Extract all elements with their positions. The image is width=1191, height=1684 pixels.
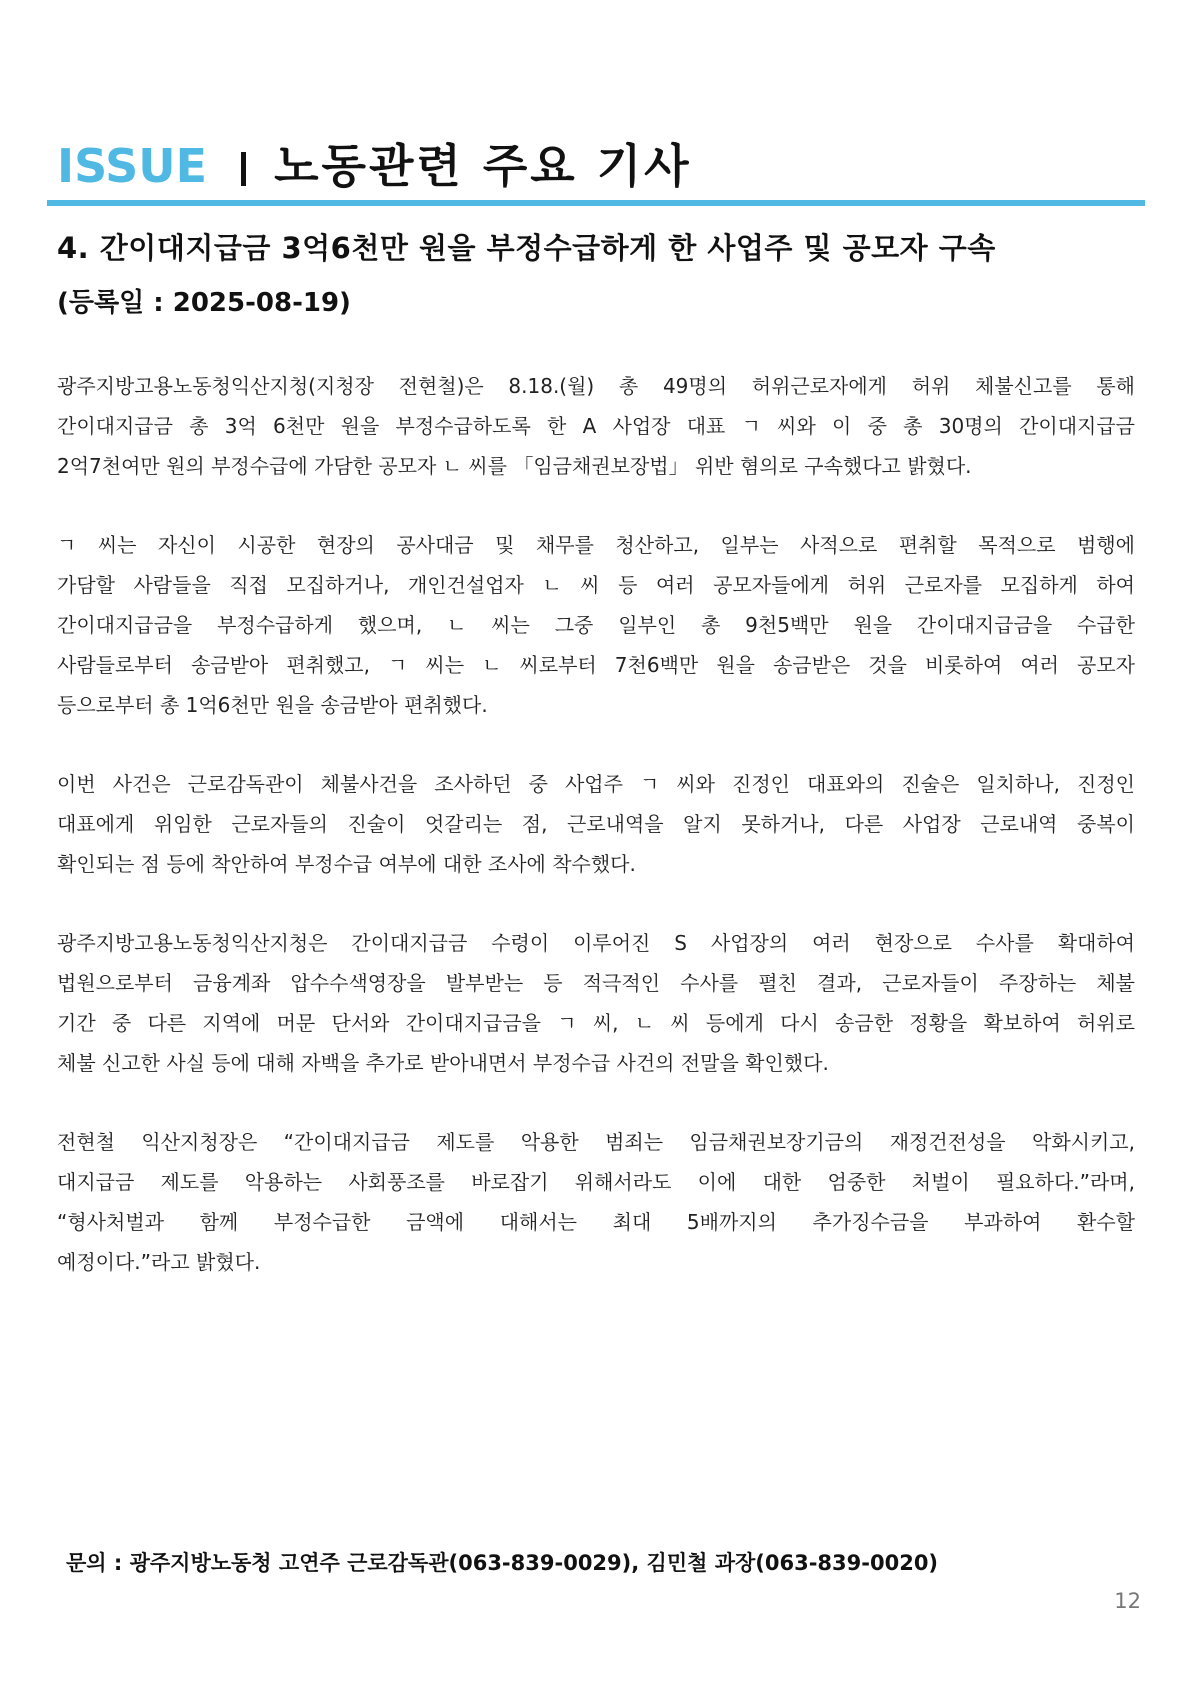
page-number: 12 (1114, 1589, 1141, 1613)
contact-info: 문의 : 광주지방노동청 고연주 근로감독관(063-839-0029), 김민철 과장(063-839-0020) (66, 1551, 939, 1575)
text-line: 대지급금 제도를 악용하는 사회풍조를 바로잡기 위해서라도 이에 대한 엄중한 처벌이 필요하다.”라며, (57, 1170, 1135, 1194)
text-line: 2억7천여만 원의 부정수급에 가담한 공모자 ㄴ 씨를 「임금채권보장법」 위반 혐의로 구속했다고 밝혔다. (57, 454, 972, 478)
text-line: 기간 중 다른 지역에 머문 단서와 간이대지급금을 ㄱ 씨, ㄴ 씨 등에게 다시 송금한 정황을 확보하여 허위로 (57, 1011, 1135, 1035)
header-separator (241, 152, 246, 186)
article-title: 4. 간이대지급금 3억6천만 원을 부정수급하게 한 사업주 및 공모자 구속 (57, 231, 996, 265)
text-line: 간이대지급금 총 3억 6천만 원을 부정수급하도록 한 A 사업장 대표 ㄱ 씨와 이 중 총 30명의 간이대지급금 (57, 414, 1135, 438)
paragraph (57, 1122, 1135, 1282)
text-line: ㄱ 씨는 자신이 시공한 현장의 공사대금 및 채무를 청산하고, 일부는 사적으로 편취할 목적으로 범행에 (57, 533, 1135, 557)
paragraph (57, 923, 1135, 1083)
text-line: 확인되는 점 등에 착안하여 부정수급 여부에 대한 조사에 착수했다. (57, 852, 636, 876)
section-title: 노동관련 주요 기사 (274, 139, 692, 193)
text-line: 예정이다.”라고 밝혔다. (57, 1250, 261, 1274)
text-line: 전현철 익산지청장은 “간이대지급금 제도를 악용한 범죄는 임금채권보장기금의 재정건전성을 악화시키고, (57, 1130, 1135, 1154)
header-divider (47, 200, 1145, 206)
text-line: 등으로부터 총 1억6천만 원을 송금받아 편취했다. (57, 693, 488, 717)
text-line: “형사처벌과 함께 부정수급한 금액에 대해서는 최대 5배까지의 추가징수금을 부과하여 환수할 (57, 1210, 1135, 1234)
text-line: 가담할 사람들을 직접 모집하거나, 개인건설업자 ㄴ 씨 등 여러 공모자들에게 허위 근로자를 모집하게 하여 (57, 573, 1135, 597)
text-line: 대표에게 위임한 근로자들의 진술이 엇갈리는 점, 근로내역을 알지 못하거나, 다른 사업장 근로내역 중복이 (57, 812, 1135, 836)
paragraph (57, 366, 1135, 486)
article-date: (등록일 : 2025-08-19) (57, 288, 351, 318)
article-body (57, 366, 1135, 1321)
text-line: 사람들로부터 송금받아 편취했고, ㄱ 씨는 ㄴ 씨로부터 7천6백만 원을 송금받은 것을 비롯하여 여러 공모자 (57, 653, 1135, 677)
paragraph (57, 764, 1135, 884)
text-line: 이번 사건은 근로감독관이 체불사건을 조사하던 중 사업주 ㄱ 씨와 진정인 대표와의 진술은 일치하나, 진정인 (57, 772, 1135, 796)
text-line: 간이대지급금을 부정수급하게 했으며, ㄴ 씨는 그중 일부인 총 9천5백만 원을 간이대지급금을 수급한 (57, 613, 1135, 637)
text-line: 법원으로부터 금융계좌 압수수색영장을 발부받는 등 적극적인 수사를 펼친 결과, 근로자들이 주장하는 체불 (57, 971, 1135, 995)
issue-label: ISSUE (57, 139, 208, 193)
paragraph (57, 525, 1135, 725)
text-line: 광주지방고용노동청익산지청(지청장 전현철)은 8.18.(월) 총 49명의 허위근로자에게 허위 체불신고를 통해 (57, 374, 1135, 398)
section-header (57, 130, 692, 192)
text-line: 체불 신고한 사실 등에 대해 자백을 추가로 받아내면서 부정수급 사건의 전말을 확인했다. (57, 1051, 829, 1075)
text-line: 광주지방고용노동청익산지청은 간이대지급금 수령이 이루어진 S 사업장의 여러 현장으로 수사를 확대하여 (57, 931, 1135, 955)
